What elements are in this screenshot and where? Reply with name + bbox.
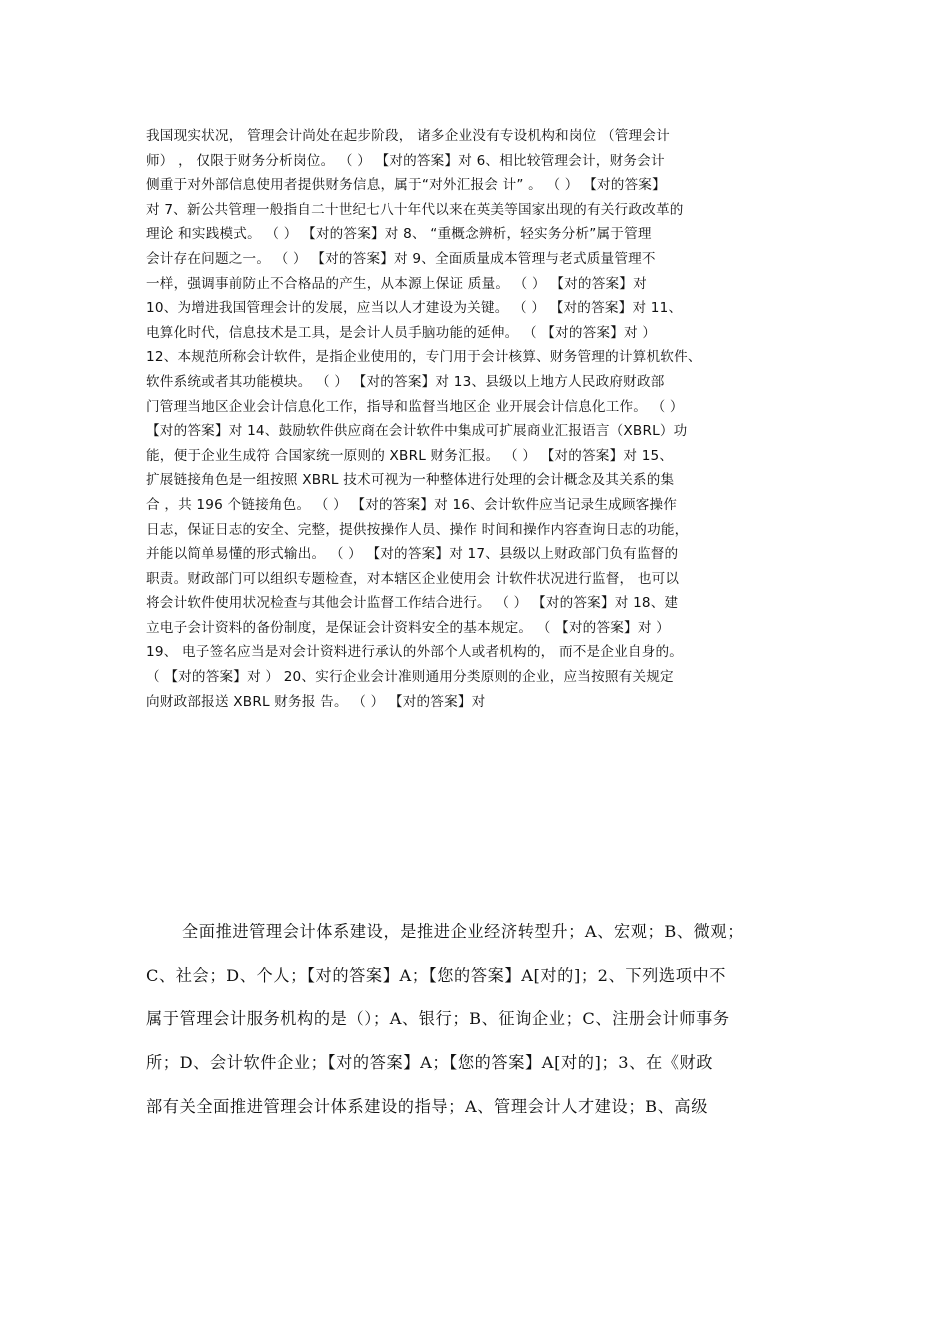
text-line: 向财政部报送 XBRL 财务报 告。 （ ） 【对的答案】对	[146, 693, 486, 710]
text-line: 10、为增进我国管理会计的发展，应当以人才建设为关键。 （ ） 【对的答案】对 11、	[146, 300, 683, 317]
text-line: 19、 电子签名应当是对会计资料进行承认的外部个人或者机构的， 而不是企业自身的。	[146, 644, 684, 661]
text-line: 电算化时代，信息技术是工具，是会计人员手脑功能的延伸。 （ 【对的答案】对 ）	[146, 324, 657, 341]
text-line: 侧重于对外部信息使用者提供财务信息，属于“对外汇报会 计” 。 （ ） 【对的答案】	[146, 177, 666, 194]
text-line: 合 ，共 196 个链接角色。 （ ） 【对的答案】对 16、会计软件应当记录生成顾客操作	[146, 496, 678, 513]
text-line: 我国现实状况， 管理会计尚处在起步阶段， 诸多企业没有专设机构和岗位 （管理会计	[146, 128, 670, 144]
text-line: 会计存在问题之一。 （ ） 【对的答案】对 9、全面质量成本管理与老式质量管理不	[146, 250, 656, 267]
text-line: 【对的答案】对 14、鼓励软件供应商在会计软件中集成可扩展商业汇报语言（XBRL）功	[146, 423, 688, 440]
text-line: 属于管理会计服务机构的是（）；A、银行；B、征询企业；C、注册会计师事务	[146, 1009, 730, 1029]
text-line: 并能以简单易懂的形式输出。 （ ） 【对的答案】对 17、县级以上财政部门负有监督的	[146, 546, 679, 563]
text-line: 部有关全面推进管理会计体系建设的指导；A、管理会计人才建设；B、高级	[146, 1096, 708, 1116]
text-line: 扩展链接角色是一组按照 XBRL 技术可视为一种整体进行处理的会计概念及其关系的集	[146, 472, 675, 489]
text-line: 将会计软件使用状况检查与其他会计监督工作结合进行。 （ ） 【对的答案】对 18、建	[146, 595, 679, 612]
text-line: （ 【对的答案】对 ） 20、实行企业会计准则通用分类原则的企业，应当按照有关规定	[146, 669, 674, 686]
text-line: 能，便于企业生成符 合国家统一原则的 XBRL 财务汇报。 （ ） 【对的答案】对 15、	[146, 447, 674, 464]
text-line: 一样，强调事前防止不合格品的产生，从本源上保证 质量。 （ ） 【对的答案】对	[146, 275, 647, 292]
text-line: 软件系统或者其功能模块。 （ ） 【对的答案】对 13、县级以上地方人民政府财政部	[146, 373, 665, 390]
text-line: 立电子会计资料的备份制度，是保证会计资料安全的基本规定。 （ 【对的答案】对 ）	[146, 619, 670, 636]
text-line: 对 7、新公共管理一般指自二十世纪七八十年代以来在英美等国家出现的有关行政改革的	[146, 201, 684, 218]
text-line: 师） ， 仅限于财务分析岗位。 （ ） 【对的答案】对 6、相比较管理会计，财务会计	[146, 152, 665, 169]
lower-text-block	[146, 910, 816, 1128]
text-line: 门管理当地区企业会计信息化工作，指导和监督当地区企 业开展会计信息化工作。 （ ）	[146, 398, 684, 415]
text-line: 全面推进管理会计体系建设，是推进企业经济转型升；A、宏观；B、微观；	[182, 922, 744, 941]
text-line: C、社会；D、个人；【对的答案】A；【您的答案】A[对的]；2、下列选项中不	[146, 965, 727, 985]
text-line: 理论 和实践模式。 （ ） 【对的答案】对 8、 “重概念辨析，轻实务分析”属于管理	[146, 226, 652, 243]
text-line: 职责。财政部门可以组织专题检查，对本辖区企业使用会 计软件状况进行监督， 也可以	[146, 570, 680, 587]
text-line: 所；D、会计软件企业；【对的答案】A；【您的答案】A[对的]；3、在《财政	[146, 1053, 714, 1073]
text-line: 日志，保证日志的安全、完整，提供按操作人员、操作 时间和操作内容查询日志的功能，	[146, 521, 689, 538]
text-line: 12、本规范所称会计软件，是指企业使用的，专门用于会计核算、财务管理的计算机软件、	[146, 349, 702, 366]
upper-text-block	[146, 124, 816, 714]
